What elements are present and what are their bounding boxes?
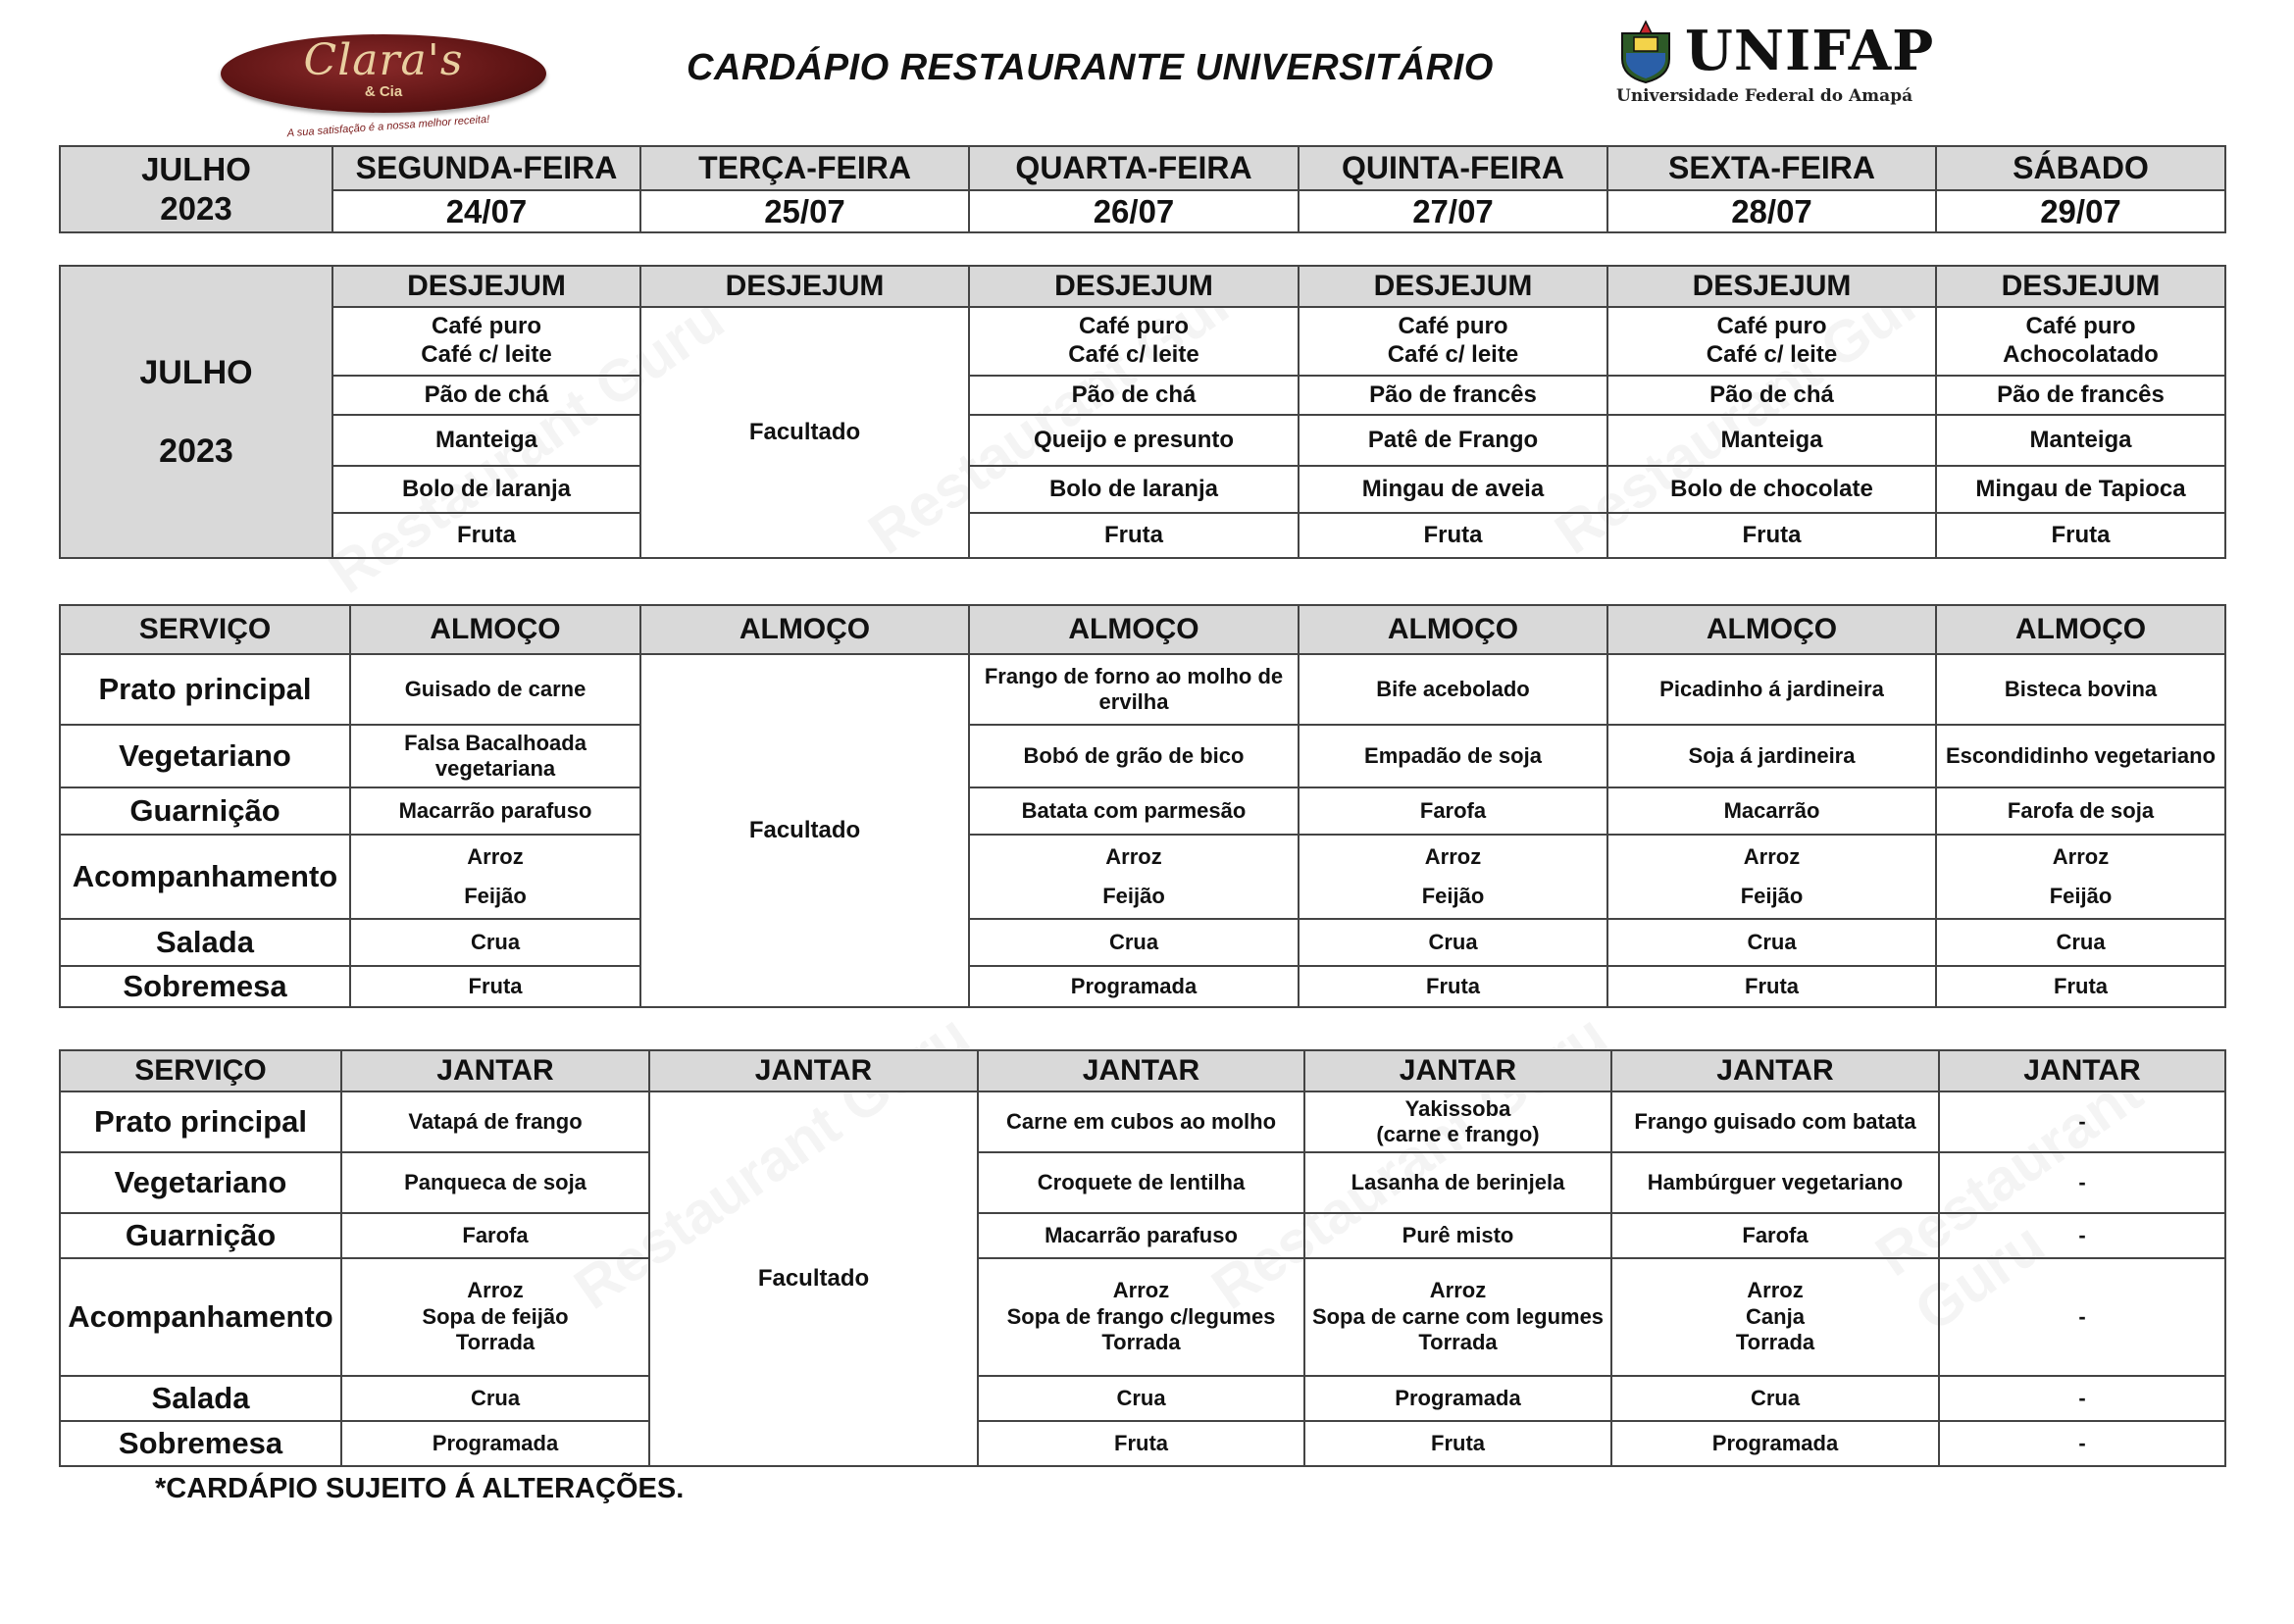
lunch-item: Picadinho á jardineira: [1607, 654, 1936, 725]
item-text: Feijão: [464, 884, 527, 908]
breakfast-item: Bolo de laranja: [969, 466, 1299, 513]
breakfast-item: [332, 307, 640, 376]
service-label: Sobremesa: [60, 1421, 341, 1466]
breakfast-month-cell: [60, 266, 332, 558]
service-label: Vegetariano: [60, 725, 350, 787]
item-text: Arroz: [1743, 843, 1801, 869]
item-text: Arroz: [1429, 1278, 1487, 1303]
lunch-item: Fruta: [1607, 966, 1936, 1007]
item-text: Yakissoba: [1404, 1095, 1511, 1121]
lunch-item: Farofa: [1299, 787, 1607, 835]
footnote: *CARDÁPIO SUJEITO Á ALTERAÇÕES.: [155, 1473, 685, 1504]
dinner-item: Fruta: [978, 1421, 1304, 1466]
page-title: CARDÁPIO RESTAURANTE UNIVERSITÁRIO: [687, 47, 1494, 88]
dinner-item: Crua: [341, 1376, 649, 1421]
breakfast-header: DESJEJUM: [1299, 266, 1607, 307]
dinner-item: Farofa: [341, 1213, 649, 1258]
lunch-header: ALMOÇO: [640, 605, 969, 654]
day-name: SEGUNDA-FEIRA: [332, 146, 640, 190]
month-cell: [60, 146, 332, 232]
day-name: QUINTA-FEIRA: [1299, 146, 1607, 190]
item-text: Torrada: [1735, 1330, 1815, 1355]
dinner-item: -: [1939, 1152, 2225, 1213]
item-text: Arroz: [2052, 843, 2110, 869]
breakfast-item: Patê de Frango: [1299, 415, 1607, 466]
item-text: Sopa de frango c/legumes: [1006, 1303, 1276, 1329]
item-text: Sopa de feijão: [422, 1303, 569, 1329]
dinner-header: JANTAR: [1611, 1050, 1939, 1091]
service-label: Prato principal: [60, 654, 350, 725]
item-text: Café c/ leite: [1706, 341, 1838, 368]
item-text: Torrada: [1101, 1330, 1181, 1355]
month-label: JULHO: [141, 151, 251, 188]
item-text: Café puro: [1078, 313, 1189, 340]
dinner-item: Panqueca de soja: [341, 1152, 649, 1213]
lunch-item: Crua: [350, 919, 640, 966]
breakfast-header: DESJEJUM: [640, 266, 969, 307]
day-name: SEXTA-FEIRA: [1607, 146, 1936, 190]
breakfast-item: Pão de chá: [1607, 376, 1936, 415]
year-label: 2023: [159, 432, 233, 470]
item-text: Arroz: [1105, 843, 1162, 869]
dinner-item: Purê misto: [1304, 1213, 1611, 1258]
day-date: 27/07: [1299, 190, 1607, 232]
item-text: Café c/ leite: [421, 341, 552, 368]
dinner-item: Programada: [1611, 1421, 1939, 1466]
service-header: SERVIÇO: [60, 605, 350, 654]
lunch-item: Macarrão parafuso: [350, 787, 640, 835]
date-header-table: [59, 145, 2226, 233]
dinner-item: Carne em cubos ao molho: [978, 1091, 1304, 1152]
lunch-header: ALMOÇO: [1607, 605, 1936, 654]
breakfast-item: [1299, 307, 1607, 376]
logo-sub: & Cia: [364, 83, 403, 100]
lunch-item: [1299, 835, 1607, 919]
item-text: Feijão: [1421, 884, 1485, 908]
logo-name: Clara's: [303, 35, 464, 85]
lunch-header: ALMOÇO: [969, 605, 1299, 654]
service-label: Acompanhamento: [60, 835, 350, 919]
dinner-item: -: [1939, 1091, 2225, 1152]
service-header: SERVIÇO: [60, 1050, 341, 1091]
breakfast-item: [969, 307, 1299, 376]
item-text: Arroz: [467, 1278, 524, 1303]
item-text: Café c/ leite: [1068, 341, 1199, 368]
item-text: Achocolatado: [2003, 341, 2159, 368]
item-text: Café puro: [2025, 313, 2136, 340]
dinner-table: [59, 1049, 2226, 1467]
day-name: SÁBADO: [1936, 146, 2225, 190]
dinner-item: [978, 1258, 1304, 1376]
lunch-item: Escondidinho vegetariano: [1936, 725, 2225, 787]
breakfast-item: [1607, 307, 1936, 376]
breakfast-item: Fruta: [1607, 513, 1936, 558]
unifap-name: UNIFAP: [1685, 19, 1935, 83]
item-text: (carne e frango): [1376, 1122, 1540, 1146]
lunch-header: ALMOÇO: [350, 605, 640, 654]
breakfast-item: Fruta: [332, 513, 640, 558]
unifap-emblem-icon: [1616, 20, 1675, 84]
dinner-header: JANTAR: [1939, 1050, 2225, 1091]
month-label: JULHO: [139, 354, 253, 391]
dinner-item: Fruta: [1304, 1421, 1611, 1466]
lunch-item: Frango de forno ao molho de ervilha: [969, 654, 1299, 725]
dinner-item: Crua: [978, 1376, 1304, 1421]
breakfast-item: Fruta: [969, 513, 1299, 558]
dinner-item: Lasanha de berinjela: [1304, 1152, 1611, 1213]
dinner-item: Programada: [341, 1421, 649, 1466]
item-text: Arroz: [1424, 843, 1482, 869]
lunch-item: Crua: [969, 919, 1299, 966]
unifap-logo: [1616, 16, 1960, 114]
service-label: Salada: [60, 919, 350, 966]
dinner-item: Macarrão parafuso: [978, 1213, 1304, 1258]
day-date: 25/07: [640, 190, 969, 232]
item-text: Feijão: [1740, 884, 1804, 908]
dinner-item: Vatapá de frango: [341, 1091, 649, 1152]
dinner-item: Hambúrguer vegetariano: [1611, 1152, 1939, 1213]
breakfast-item: Pão de chá: [969, 376, 1299, 415]
breakfast-item: Bolo de laranja: [332, 466, 640, 513]
day-date: 24/07: [332, 190, 640, 232]
lunch-item: Bisteca bovina: [1936, 654, 2225, 725]
dinner-item: Programada: [1304, 1376, 1611, 1421]
breakfast-table: [59, 265, 2226, 559]
dinner-header: JANTAR: [1304, 1050, 1611, 1091]
service-label: Vegetariano: [60, 1152, 341, 1213]
lunch-item: Farofa de soja: [1936, 787, 2225, 835]
breakfast-header: DESJEJUM: [969, 266, 1299, 307]
lunch-item: Empadão de soja: [1299, 725, 1607, 787]
breakfast-item: Pão de francês: [1936, 376, 2225, 415]
dinner-header: JANTAR: [341, 1050, 649, 1091]
dinner-item: [1304, 1258, 1611, 1376]
lunch-header: ALMOÇO: [1299, 605, 1607, 654]
day-date: 28/07: [1607, 190, 1936, 232]
lunch-item: Crua: [1936, 919, 2225, 966]
dinner-facultado: Facultado: [649, 1091, 978, 1466]
dinner-item: -: [1939, 1258, 2225, 1376]
dinner-item: Frango guisado com batata: [1611, 1091, 1939, 1152]
unifap-subtitle: Universidade Federal do Amapá: [1616, 86, 1913, 106]
dinner-item: Croquete de lentilha: [978, 1152, 1304, 1213]
lunch-item: Guisado de carne: [350, 654, 640, 725]
service-label: Sobremesa: [60, 966, 350, 1007]
dinner-item: [1611, 1258, 1939, 1376]
year-label: 2023: [160, 190, 232, 227]
day-date: 29/07: [1936, 190, 2225, 232]
dinner-header: JANTAR: [978, 1050, 1304, 1091]
lunch-item: Fruta: [1299, 966, 1607, 1007]
service-label: Prato principal: [60, 1091, 341, 1152]
lunch-item: [350, 835, 640, 919]
dinner-item: -: [1939, 1421, 2225, 1466]
service-label: Acompanhamento: [60, 1258, 341, 1376]
breakfast-header: DESJEJUM: [1607, 266, 1936, 307]
breakfast-header: DESJEJUM: [1936, 266, 2225, 307]
lunch-item: Programada: [969, 966, 1299, 1007]
breakfast-item: Queijo e presunto: [969, 415, 1299, 466]
lunch-item: Crua: [1299, 919, 1607, 966]
item-text: Café puro: [1398, 313, 1508, 340]
lunch-item: Macarrão: [1607, 787, 1936, 835]
lunch-item: Fruta: [1936, 966, 2225, 1007]
dinner-item: -: [1939, 1376, 2225, 1421]
item-text: Café c/ leite: [1387, 341, 1519, 368]
day-name: TERÇA-FEIRA: [640, 146, 969, 190]
breakfast-item: Pão de chá: [332, 376, 640, 415]
lunch-item: [1936, 835, 2225, 919]
dinner-item: [341, 1258, 649, 1376]
item-text: Café puro: [1716, 313, 1827, 340]
dinner-item: -: [1939, 1213, 2225, 1258]
day-name: QUARTA-FEIRA: [969, 146, 1299, 190]
lunch-item: Soja á jardineira: [1607, 725, 1936, 787]
dinner-header: JANTAR: [649, 1050, 978, 1091]
lunch-item: Falsa Bacalhoada vegetariana: [350, 725, 640, 787]
item-text: Feijão: [2049, 884, 2113, 908]
item-text: Arroz: [1747, 1278, 1804, 1303]
dinner-item: Crua: [1611, 1376, 1939, 1421]
item-text: Canja: [1746, 1303, 1805, 1329]
service-label: Salada: [60, 1376, 341, 1421]
claras-logo: [221, 34, 546, 140]
service-label: Guarnição: [60, 787, 350, 835]
breakfast-item: Manteiga: [1607, 415, 1936, 466]
lunch-item: Bobó de grão de bico: [969, 725, 1299, 787]
lunch-item: Bife acebolado: [1299, 654, 1607, 725]
breakfast-item: Mingau de aveia: [1299, 466, 1607, 513]
item-text: Café puro: [431, 313, 541, 340]
breakfast-item: Bolo de chocolate: [1607, 466, 1936, 513]
lunch-item: [969, 835, 1299, 919]
item-text: Sopa de carne com legumes: [1311, 1303, 1605, 1329]
lunch-facultado: Facultado: [640, 654, 969, 1007]
breakfast-item: Fruta: [1299, 513, 1607, 558]
breakfast-item: Mingau de Tapioca: [1936, 466, 2225, 513]
item-text: Torrada: [455, 1330, 535, 1355]
item-text: Arroz: [467, 843, 524, 869]
breakfast-item: Manteiga: [332, 415, 640, 466]
logo-tagline: A sua satisfação é a nossa melhor receita!: [286, 113, 490, 140]
breakfast-item: [1936, 307, 2225, 376]
lunch-item: [1607, 835, 1936, 919]
item-text: Feijão: [1102, 884, 1165, 908]
item-text: Arroz: [1112, 1278, 1170, 1303]
breakfast-facultado: Facultado: [640, 307, 969, 558]
service-label: Guarnição: [60, 1213, 341, 1258]
lunch-header: ALMOÇO: [1936, 605, 2225, 654]
dinner-item: [1304, 1091, 1611, 1152]
item-text: Torrada: [1418, 1330, 1498, 1355]
breakfast-header: DESJEJUM: [332, 266, 640, 307]
lunch-item: Fruta: [350, 966, 640, 1007]
breakfast-item: Manteiga: [1936, 415, 2225, 466]
dinner-item: Farofa: [1611, 1213, 1939, 1258]
lunch-item: Batata com parmesão: [969, 787, 1299, 835]
breakfast-item: Pão de francês: [1299, 376, 1607, 415]
lunch-item: Crua: [1607, 919, 1936, 966]
lunch-table: [59, 604, 2226, 1008]
breakfast-item: Fruta: [1936, 513, 2225, 558]
day-date: 26/07: [969, 190, 1299, 232]
